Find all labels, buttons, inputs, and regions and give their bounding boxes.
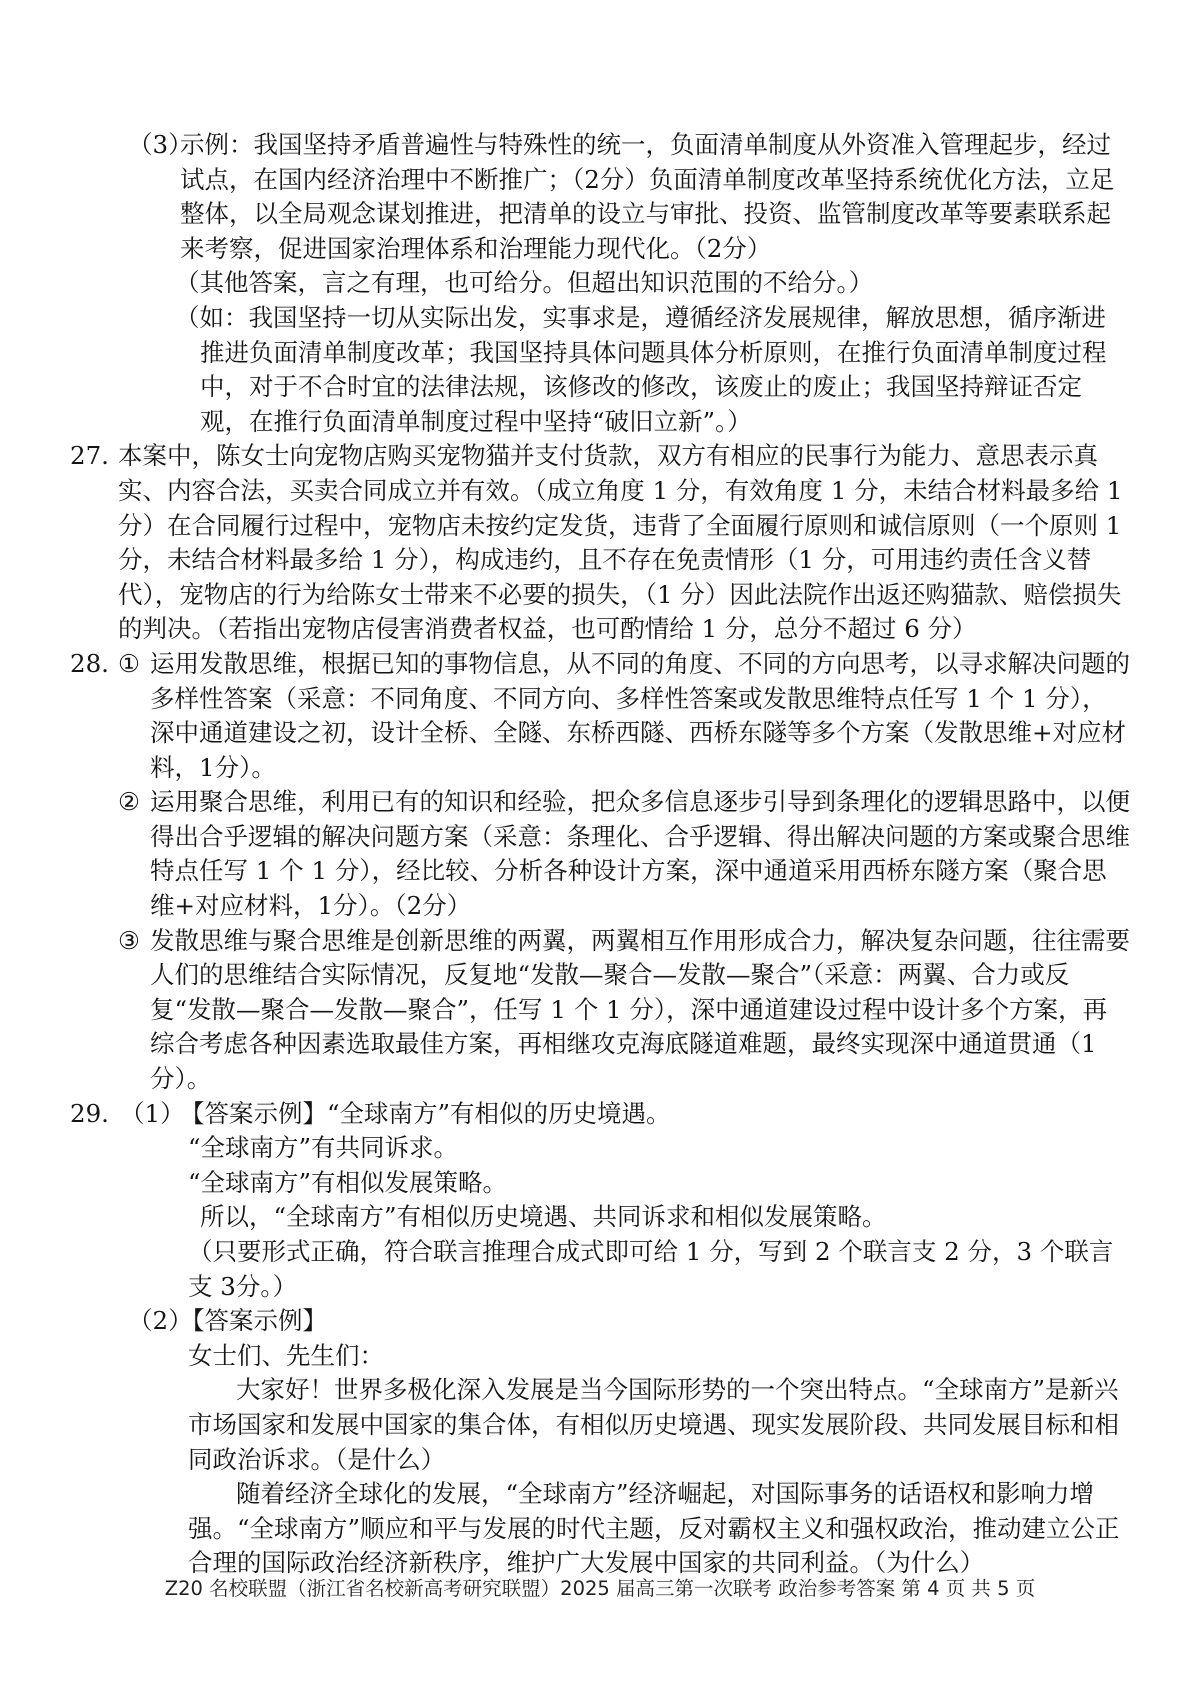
q29-part1-head-text: 【答案示例】“全球南方”有相似的历史境遇。 — [180, 1098, 671, 1128]
q26-part3-note-general — [0, 266, 1200, 301]
q29-part1-head — [0, 1097, 1200, 1132]
page-footer: Z20 名校联盟（浙江省名校新高考研究联盟）2025 届高三第一次联考 政治参考答案 第 4 页 共 5 页 — [164, 1577, 1036, 1600]
q27 — [0, 439, 1200, 647]
q29-part1-line4-text: 所以，“全球南方”有相似历史境遇、共同诉求和相似发展策略。 — [200, 1202, 887, 1232]
q29-part2-para1 — [0, 1373, 1200, 1477]
q29-part2-greeting — [0, 1339, 1200, 1374]
q28-item-3 — [0, 924, 1200, 1097]
q28-item-2-mark: ② — [118, 787, 140, 817]
q29-part2-para2 — [0, 1477, 1200, 1581]
q27-number: 27. — [70, 441, 109, 471]
q26-part3-number: （3） — [128, 130, 193, 159]
q29-part1-line2 — [0, 1131, 1200, 1166]
q28-item-2-text: 运用聚合思维，利用已有的知识和经验，把众多信息逐步引导到条理化的逻辑思路中，以便得出合乎逻辑的解决问题方案（采意：条理化、合乎逻辑、得出解决问题的方案或聚合思维特点任写 1 个 1 分），经比较、分析各种设计方案，深中通道采用西桥东隧方案（聚合思维+对应材料，1分）。（2分） — [150, 787, 1130, 921]
q29-part2-number: （2） — [128, 1306, 193, 1336]
q29-part1-line4 — [0, 1200, 1200, 1235]
q29-part1-line2-text: “全球南方”有共同诉求。 — [188, 1133, 459, 1163]
q29-part1-note — [0, 1235, 1200, 1304]
q29-number: 29. — [70, 1098, 109, 1128]
q29-part1-line3-text: “全球南方”有相似发展策略。 — [188, 1167, 508, 1197]
q29-part1-line3 — [0, 1166, 1200, 1201]
q27-answer: 本案中，陈女士向宠物店购买宠物猫并支付货款，双方有相应的民事行为能力、意思表示真实、内容合法，买卖合同成立并有效。（成立角度 1 分，有效角度 1 分，未结合材料最多给 1 分）在合同履行过程中，宠物店未按约定发货，违背了全面履行原则和诚信原则（一个原则 1 分，未结合材料最多给 1 分），构成违约，且不存在免责情形（1 分，可用违约责任含义替代），宠物店的行为给陈女士带来不必要的损失，（1 分）因此法院作出返还购猫款、赔偿损失的判决。（若指出宠物店侵害消费者权益，也可酌情给 1 分，总分不超过 6 分） — [118, 441, 1123, 644]
q29-part2-head-text: 【答案示例】 — [180, 1306, 327, 1336]
q26-part3-note-example — [0, 301, 1200, 439]
q28-item-3-text: 发散思维与聚合思维是创新思维的两翼，两翼相互作用形成合力，解决复杂问题，往往需要人们的思维结合实际情况，反复地“发散—聚合—发散—聚合”（采意：两翼、合力或反复“发散—聚合—发散—聚合”，任写 1 个 1 分），深中通道建设过程中设计多个方案，再综合考虑各种因素选取最佳方案，再相继攻克海底隧道难题，最终实现深中通道贯通（1 分）。 — [150, 925, 1130, 1094]
answer-content — [0, 128, 1200, 1581]
q29-part2-para1-text: 大家好！世界多极化深入发展是当今国际形势的一个突出特点。“全球南方”是新兴市场国家和发展中国家的集合体，有相似历史境遇、现实发展阶段、共同发展目标和相同政治诉求。（是什么） — [188, 1375, 1119, 1474]
q26-part3-answer: 示例：我国坚持矛盾普遍性与特殊性的统一，负面清单制度从外资准入管理起步，经过试点，在国内经济治理中不断推广；（2分）负面清单制度改革坚持系统优化方法，立足整体，以全局观念谋划推进，把清单的设立与审批、投资、监管制度改革等要素联系起来考察，促进国家治理体系和治理能力现代化。（2分） — [180, 130, 1115, 263]
q28-item-1-mark: ① — [118, 648, 140, 678]
q29-part2-greeting-text: 女士们、先生们： — [188, 1340, 384, 1370]
q28-number: 28. — [70, 648, 109, 678]
q28-item-1-text: 运用发散思维，根据已知的事物信息，从不同的角度、不同的方向思考，以寻求解决问题的多样性答案（采意：不同角度、不同方向、多样性答案或发散思维特点任写 1 个 1 分），深中通道建设之初，设计全桥、全隧、东桥西隧、西桥东隧等多个方案（发散思维+对应材料，1分）。 — [150, 648, 1130, 782]
q28-item-2 — [0, 785, 1200, 923]
q28-item-1 — [0, 647, 1200, 785]
q29-part1-number: （1） — [120, 1098, 185, 1128]
q29-part2-para2-text: 随着经济全球化的发展，“全球南方”经济崛起，对国际事务的话语权和影响力增强。“全球南方”顺应和平与发展的时代主题，反对霸权主义和强权政治，推动建立公正合理的国际政治经济新秩序，维护广大发展中国家的共同利益。（为什么） — [188, 1479, 1120, 1578]
q26-part3-note-general-text: （其他答案，言之有理，也可给分。但超出知识范围的不给分。） — [175, 268, 874, 298]
q26-part3-note-example-text: （如：我国坚持一切从实际出发，实事求是，遵循经济发展规律，解放思想，循序渐进推进负面清单制度改革；我国坚持具体问题具体分析原则，在推行负面清单制度过程中，对于不合时宜的法律法规，该修改的修改，该废止的废止；我国坚持辩证否定观，在推行负面清单制度过程中坚持“破旧立新”。） — [175, 302, 1107, 436]
q29-part2-head — [0, 1304, 1200, 1339]
q29-part1-note-text: （只要形式正确，符合联言推理合成式即可给 1 分，写到 2 个联言支 2 分，3 个联言支 3分。） — [188, 1237, 1114, 1301]
q26-part3 — [0, 128, 1200, 266]
q28-item-3-mark: ③ — [118, 925, 140, 955]
